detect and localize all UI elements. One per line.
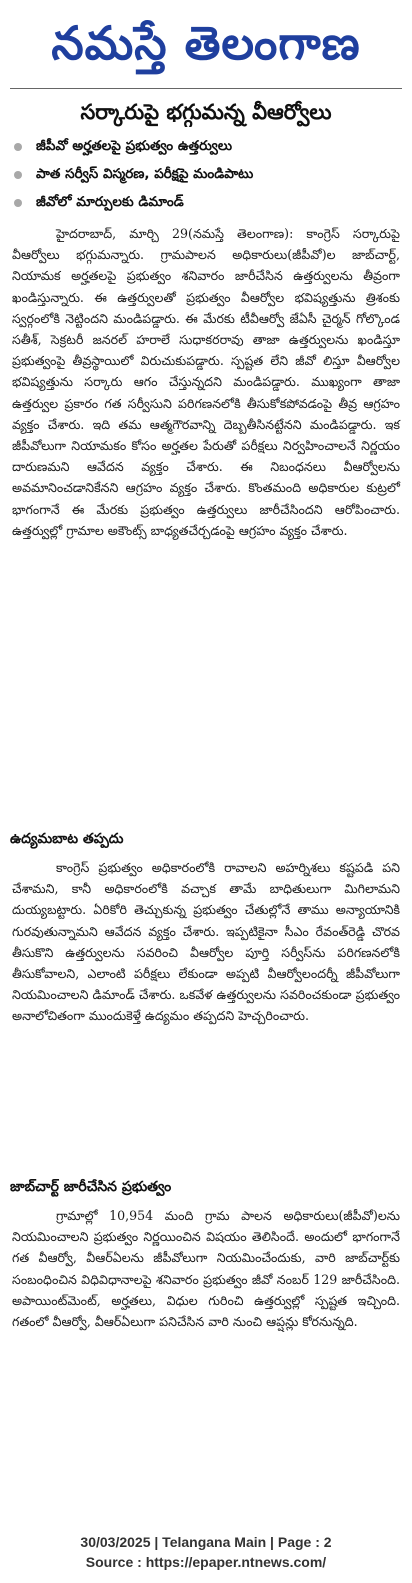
masthead [10, 0, 402, 86]
highlight-bullet-text: జీవోలో మార్పులకు డిమాండ్ [36, 193, 184, 210]
source-link: Source : https://epaper.ntnews.com/ [85, 1554, 327, 1570]
highlight-bullet-item [10, 161, 402, 189]
article-paragraph-jobchart: గ్రామాల్లో 10,954 మంది గ్రామ పాలన అధికారులు(జీపీవో)లను నియమించాలని ప్రభుత్వం నిర్ణయించిన విషయం తెలిసిందే. అందులో భాగంగానే గత వీఆర్వో, వీఆర్‌ఏలను జీపీవోలుగా నియమించేందుకు, వారి జాబ్‌చార్ట్‌కు సంబంధించిన విధివిధానాలపై శనివారం ప్రభుత్వం జీవో నంబర్ 129 జారీచేసింది. అపాయింట్‌మెంట్, అర్హతలు, విధుల గురించి ఉత్తర్వుల్లో స్పష్టత ఇచ్చింది. గతంలో వీఆర్వో, వీఆర్‌ఏలుగా పనిచేసిన వారి నుంచి ఆప్షన్లు కోరనున్నది. [12, 1208, 400, 1330]
bullet-dot-icon [14, 199, 22, 207]
highlight-bullet-text: పాత సర్వీస్ విస్మరణ, పరీక్షపై మండిపాటు [36, 165, 254, 182]
bullet-dot-icon [14, 171, 22, 179]
publication-date-edition-page: 30/03/2025 | Telangana Main | Page : 2 [80, 1534, 332, 1550]
section-subheading-agitation: ఉద్యమబాట తప్పదు [10, 831, 124, 847]
article-paragraph-intro: హైదరాబాద్, మార్చి 29(నమస్తే తెలంగాణ): కాంగ్రెస్ సర్కారుపై వీఆర్వోలు భగ్గుమన్నారు. గ్రామపాలన అధికారులు(జీపీవో)ల జాబ్‌చార్ట్, నియామక అర్హతలపై ప్రభుత్వం శనివారం జారీచేసిన ఉత్తర్వులను తీవ్రంగా ఖండిస్తున్నారు. ఈ ఉత్తర్వులతో ప్రభుత్వం వీఆర్వోల భవిష్యత్తును త్రిశంకు స్వర్గంలోకి నెట్టిందని మండిపడ్డారు. ఈ మేరకు టీవీఆర్వో జేఏసీ చైర్మన్ గోల్కొండ సతీశ్, సెక్రటరీ జనరల్ హరాలే సుధాకరరావు తాజా ఉత్తర్వులను ఖండిస్తూ ప్రభుత్వంపై తీవ్రస్థాయిలో విరుచుకుపడ్డారు. స్పష్టత లేని జీవో లిస్తూ వీఆర్వోల భవిష్యత్తును సర్కారు ఆగం చేస్తున్నదని మండిపడ్డారు. ముఖ్యంగా తాజా ఉత్తర్వుల ప్రకారం గత సర్వీసుని పరిగణనలోకి తీసుకోకపోవడంపై తీవ్ర ఆగ్రహం వ్యక్తం చేశారు. ఇది తమ ఆత్మగౌరవాన్ని దెబ్బతీసినట్టేనని మండిపడ్డారు. ఇక జీపీవోలుగా నియామకం కోసం అర్హతల పేరుతో పరీక్షలు నిర్వహించాలనే నిర్ణయం దారుణమని ఆవేదన వ్యక్తం చేశారు. ఈ నిబంధనలు వీఆర్వోలను అవమానించడానికేనని ఆగ్రహం వ్యక్తం చేశారు. కొంతమంది అధికారుల కుట్రలో భాగంగానే ఈ మేరకు ప్రభుత్వం ఉత్తర్వులు జారీచేసిందని ఆరోపించారు. ఉత్తర్వుల్లో గ్రామాల అకౌంట్స్ బాధ్యతచేర్చడంపై ఆగ్రహం వ్యక్తం చేశారు. [12, 226, 400, 538]
article-paragraph-agitation: కాంగ్రెస్ ప్రభుత్వం అధికారంలోకి రావాలని అహర్నిశలు కష్టపడి పని చేశామని, కానీ అధికారంలోకి వచ్చాక తామే బాధితులుగా మిగిలామని దుయ్యబట్టారు. ఏరికోరి తెచ్చుకున్న ప్రభుత్వం చేతుల్లోనే తాము అన్యాయానికి గురవుతున్నామని ఆవేదన వ్యక్తం చేశారు. ఇప్పటికైనా సీఎం రేవంత్‌రెడ్డి చొరవ తీసుకొని ఉత్తర్వులను సవరించి వీఆర్వోల పూర్తి సర్వీస్‌ను పరిగణనలోకి తీసుకోవాలని, ఎలాంటి పరీక్షలు లేకుండా అప్పటి వీఆర్వోలందర్నీ జీపీవోలుగా నియమించాలని డిమాండ్ చేశారు. ఒకవేళ ఉత్తర్వులను సవరించకుండా ప్రభుత్వం అనాలోచితంగా ముందుకెళ్తే ఉద్యమం తప్పదని హెచ్చరించారు. [12, 860, 400, 1024]
highlight-bullet-text: జీపీవో అర్హతలపై ప్రభుత్వం ఉత్తర్వులు [36, 137, 233, 154]
highlight-bullet-item [10, 189, 402, 217]
news-article [10, 97, 402, 1481]
section-subheading-jobchart: జాబ్‌చార్ట్ జారీచేసిన ప్రభుత్వం [10, 1179, 172, 1195]
article-headline: సర్కారుపై భగ్గుమన్న వీఆర్వోలు [80, 100, 332, 124]
highlight-bullet-item [10, 133, 402, 161]
bullet-dot-icon [14, 143, 22, 151]
masthead-divider [10, 88, 402, 89]
newspaper-logo-title: నమస్తే తెలంగాణ [51, 16, 361, 70]
clipping-footer [0, 1532, 412, 1572]
highlight-bullets [10, 133, 402, 217]
